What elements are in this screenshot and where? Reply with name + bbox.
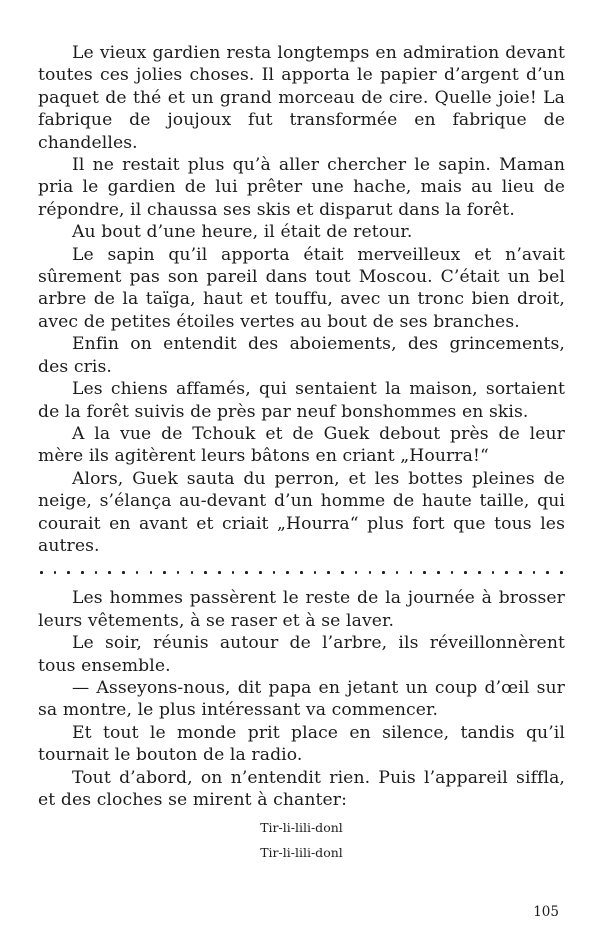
page-body bbox=[38, 42, 565, 865]
separator-dot bbox=[245, 571, 248, 574]
separator-dot bbox=[478, 571, 481, 574]
separator-dot bbox=[163, 571, 166, 574]
separator-dot bbox=[67, 571, 70, 574]
separator-dot bbox=[191, 571, 194, 574]
paragraph: Et tout le monde prit place en silence, tandis qu’il tournait le bouton de la radio. bbox=[38, 722, 565, 766]
paragraph: Les chiens affamés, qui sentaient la maison, sortaient de la forêt suivis de près par neuf bonshommes en skis. bbox=[38, 379, 565, 422]
paragraph: Les hommes passèrent le reste de la journée à brosser leurs vêtements, à se raser et à se laver. bbox=[38, 588, 565, 631]
separator-dot bbox=[232, 571, 235, 574]
separator-dot bbox=[300, 571, 303, 574]
separator-dot bbox=[423, 571, 426, 574]
paragraph: Alors, Guek sauta du perron, et les bottes pleines de neige, s’élança au-devant d’un homme de haute taille, qui courait en avant et criait „Hourra“ plus fort que tous les autres. bbox=[38, 468, 565, 556]
page-number: 105 bbox=[533, 904, 559, 920]
separator-dot bbox=[136, 571, 139, 574]
separator-dot bbox=[519, 571, 522, 574]
separator-dot bbox=[505, 571, 508, 574]
separator-dot bbox=[437, 571, 440, 574]
separator-dot bbox=[546, 571, 549, 574]
paragraph: Le sapin qu’il apporta était merveilleux et n’avait sûrement pas son pareil dans tout Moscou. C’était un bel arbre de la taïga, haut et touffu, avec un tronc bien droit, avec de petites étoiles vertes au bout de ses branches. bbox=[38, 244, 565, 332]
separator-dot bbox=[382, 571, 385, 574]
separator-dot bbox=[327, 571, 330, 574]
separator-dot bbox=[286, 571, 289, 574]
separator-dot bbox=[492, 571, 495, 574]
paragraph: A la vue de Tchouk et de Guek debout près de leur mère ils agitèrent leurs bâtons en criant „Hourra!“ bbox=[38, 423, 565, 467]
separator-dot bbox=[560, 571, 563, 574]
separator-dot bbox=[218, 571, 221, 574]
paragraph: Tout d’abord, on n’entendit rien. Puis l’appareil siffla, et des cloches se mirent à chanter: bbox=[38, 767, 565, 810]
separator-dot bbox=[40, 571, 43, 574]
separator-dot bbox=[54, 571, 57, 574]
separator-dot bbox=[122, 571, 125, 574]
separator-dot bbox=[341, 571, 344, 574]
separator-dot bbox=[273, 571, 276, 574]
separator-dot bbox=[451, 571, 454, 574]
separator-dot bbox=[204, 571, 207, 574]
separator-dot bbox=[355, 571, 358, 574]
separator-dot bbox=[464, 571, 467, 574]
separator-dot bbox=[259, 571, 262, 574]
paragraph: Au bout d’une heure, il était de retour. bbox=[72, 222, 413, 243]
paragraph: Il ne restait plus qu’à aller chercher le sapin. Maman pria le gardien de lui prêter une hache, mais au lieu de répondre, il chaussa ses skis et disparut dans la forêt. bbox=[38, 155, 565, 220]
separator-dot bbox=[95, 571, 98, 574]
separator-dot bbox=[150, 571, 153, 574]
separator-dot bbox=[533, 571, 536, 574]
paragraph: Enfin on entendit des aboiements, des grincements, des cris. bbox=[38, 334, 565, 377]
separator-dot bbox=[314, 571, 317, 574]
paragraph: Le vieux gardien resta longtemps en admiration devant toutes ces jolies choses. Il apporta le papier d’argent d’un paquet de thé et un grand morceau de cire. Quelle joie! La fabrique de joujoux fut transformée en fabrique de chandelles. bbox=[38, 43, 565, 153]
paragraph: Le soir, réunis autour de l’arbre, ils réveillonnèrent tous ensemble. bbox=[38, 633, 565, 676]
song-line: Tir-li-lili-donl bbox=[260, 820, 343, 836]
separator-dot bbox=[108, 571, 111, 574]
dotted-separator bbox=[38, 561, 565, 583]
song-lines bbox=[38, 815, 565, 865]
separator-dot bbox=[410, 571, 413, 574]
song-line: Tir-li-lili-donl bbox=[260, 845, 343, 861]
paragraph: — Asseyons-nous, dit papa en jetant un coup d’œil sur sa montre, le plus intéressant va commencer. bbox=[38, 677, 565, 721]
separator-dot bbox=[369, 571, 372, 574]
separator-dot bbox=[396, 571, 399, 574]
separator-dot bbox=[81, 571, 84, 574]
separator-dot bbox=[177, 571, 180, 574]
